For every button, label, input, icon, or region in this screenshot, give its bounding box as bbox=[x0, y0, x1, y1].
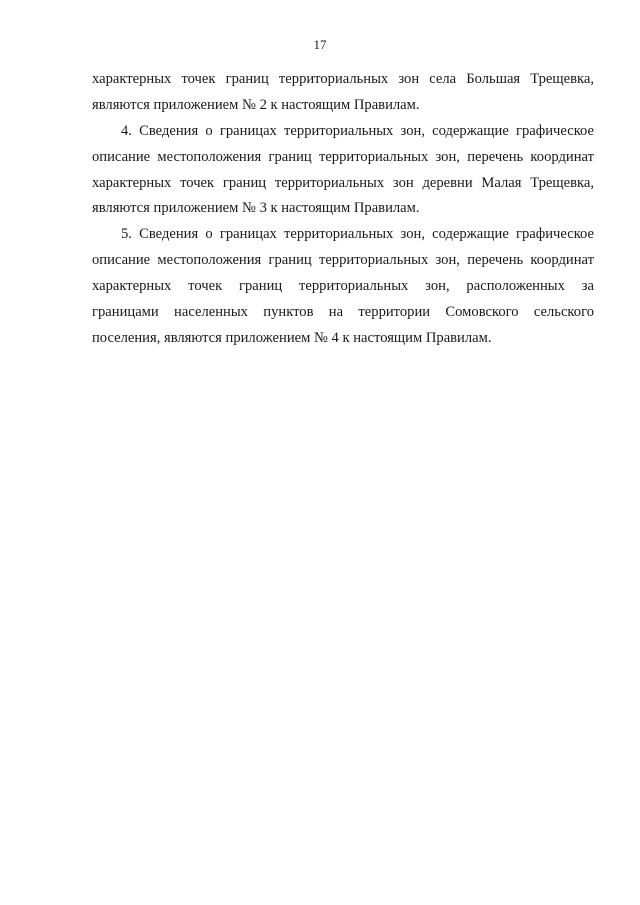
paragraph-line: характерных точек границ территориальных зон, расположенных за bbox=[92, 278, 594, 295]
document-body bbox=[92, 67, 594, 352]
paragraph-line: характерных точек границ территориальных зон деревни Малая Трещевка, bbox=[92, 174, 594, 191]
paragraph-line: являются приложением № 2 к настоящим Правилам. bbox=[92, 96, 420, 113]
paragraph-line: характерных точек границ территориальных зон села Большая Трещевка, bbox=[92, 71, 594, 87]
paragraph-line: являются приложением № 3 к настоящим Правилам. bbox=[92, 200, 420, 217]
paragraph-line: границами населенных пунктов на территории Сомовского сельского bbox=[92, 304, 594, 321]
paragraph-line: описание местоположения границ территориальных зон, перечень координат bbox=[92, 252, 594, 269]
paragraph-line: 5. Сведения о границах территориальных зон, содержащие графическое bbox=[121, 226, 594, 243]
paragraph-line: поселения, являются приложением № 4 к настоящим Правилам. bbox=[92, 329, 492, 346]
paragraph-line: 4. Сведения о границах территориальных зон, содержащие графическое bbox=[121, 122, 594, 139]
page-number: 17 bbox=[313, 37, 327, 52]
paragraph-line: описание местоположения границ территориальных зон, перечень координат bbox=[92, 148, 594, 165]
